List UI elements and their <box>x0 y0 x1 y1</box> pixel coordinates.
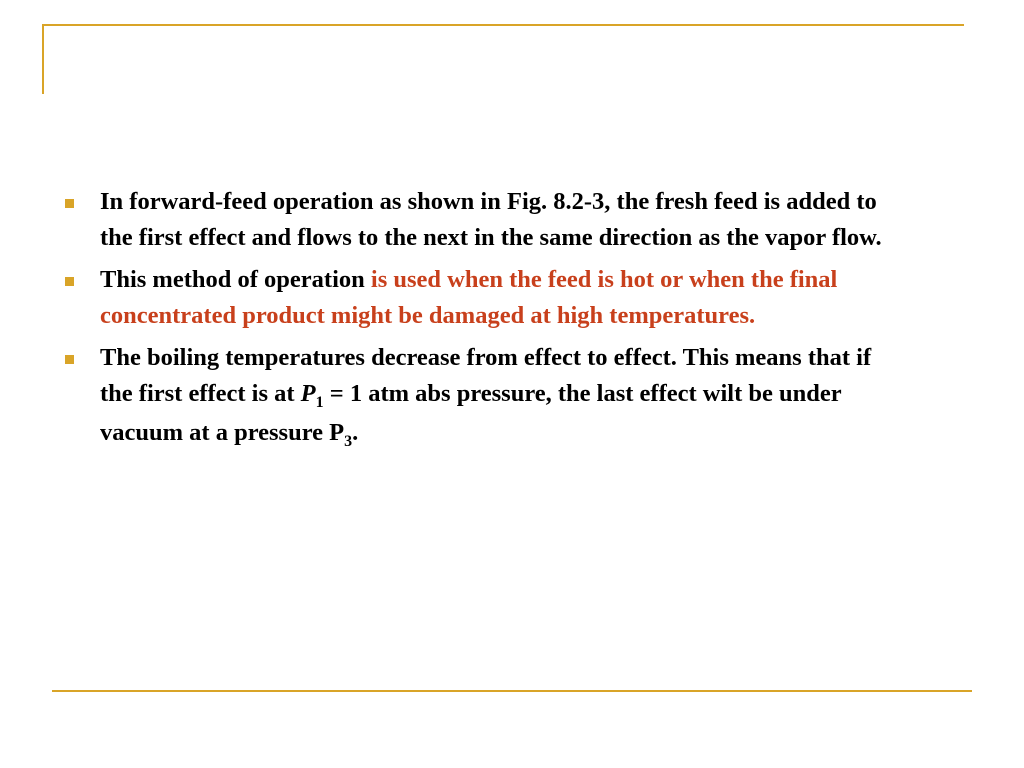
bullet-text: The boiling temperatures decrease from effect to effect. This means that if the first effect is at <box>100 344 872 407</box>
frame-left-line <box>42 24 44 94</box>
bullet-list <box>64 184 904 460</box>
bullet-item-1 <box>64 184 904 256</box>
bullet-item-2 <box>64 262 904 334</box>
bullet-text-continued: = 1 atm abs pressure, the last effect wilt be under vacuum at a pressure P <box>100 380 842 446</box>
pressure-subscript: 1 <box>315 394 324 411</box>
square-bullet-icon <box>65 355 74 364</box>
bullet-item-3 <box>64 340 904 454</box>
square-bullet-icon <box>65 199 74 208</box>
square-bullet-icon <box>65 277 74 286</box>
frame-top-line <box>42 24 964 26</box>
bullet-text-end: . <box>352 419 359 446</box>
pressure-subscript-final: 3 <box>344 433 353 450</box>
frame-bottom-line <box>52 690 972 692</box>
bullet-text: In forward-feed operation as shown in Fig. 8.2-3, the fresh feed is added to the first effect and flows to the next in the same direction as the vapor flow. <box>100 188 882 251</box>
pressure-variable: P <box>300 380 316 407</box>
bullet-text: This method of operation <box>100 266 371 293</box>
highlighted-text: is used when the feed is hot or when the final concentrated product might be damaged at high temperatures. <box>100 266 838 329</box>
